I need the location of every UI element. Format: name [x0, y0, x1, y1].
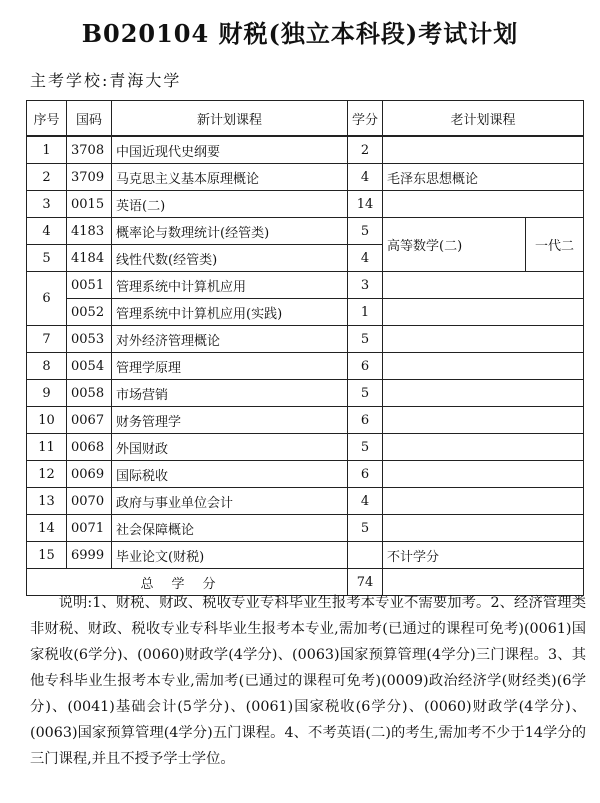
table-row: [27, 461, 584, 488]
row-code: 0067: [67, 407, 112, 434]
row-credits: 5: [348, 515, 383, 542]
table-row: [27, 136, 584, 164]
row-seq: 5: [27, 245, 67, 272]
header-old-course: 老计划课程: [383, 101, 584, 137]
row-old-course: [383, 136, 584, 164]
row-credits: 6: [348, 353, 383, 380]
row-code: 0070: [67, 488, 112, 515]
table-row: [27, 272, 584, 299]
row-code: 0051: [67, 272, 112, 299]
row-seq: 13: [27, 488, 67, 515]
row-old-course-level: 一代二: [526, 218, 584, 272]
row-course: 对外经济管理概论: [112, 326, 348, 353]
table-header-row: [27, 101, 584, 137]
row-code: 6999: [67, 542, 112, 569]
table-row: [27, 380, 584, 407]
row-code: 0052: [67, 299, 112, 326]
exam-school-label: 主考学校:: [30, 71, 110, 90]
row-old-course: [383, 380, 584, 407]
row-credits: 1: [348, 299, 383, 326]
row-old-course: [383, 488, 584, 515]
row-code: 3709: [67, 164, 112, 191]
row-course: 政府与事业单位会计: [112, 488, 348, 515]
row-credits: 6: [348, 407, 383, 434]
row-course: 中国近现代史纲要: [112, 136, 348, 164]
row-course: 线性代数(经管类): [112, 245, 348, 272]
row-code: 0053: [67, 326, 112, 353]
header-code: 国码: [67, 101, 112, 137]
row-old-course: [383, 326, 584, 353]
row-seq: 9: [27, 380, 67, 407]
row-course: 社会保障概论: [112, 515, 348, 542]
exam-school: [30, 68, 181, 91]
table-row: [27, 515, 584, 542]
table-row: [27, 218, 584, 245]
row-old-course: [383, 434, 584, 461]
row-credits: 5: [348, 326, 383, 353]
total-credits: 74: [348, 569, 383, 596]
row-credits: 5: [348, 380, 383, 407]
row-credits: 4: [348, 164, 383, 191]
row-code: 0058: [67, 380, 112, 407]
row-seq: 12: [27, 461, 67, 488]
table-row: [27, 326, 584, 353]
row-seq: 4: [27, 218, 67, 245]
row-old-course: [383, 191, 584, 218]
exam-school-name: 青海大学: [109, 71, 182, 90]
row-seq: 7: [27, 326, 67, 353]
row-course: 马克思主义基本原理概论: [112, 164, 348, 191]
exam-plan-table: [26, 100, 584, 596]
row-old-course: [383, 461, 584, 488]
table-row: [27, 434, 584, 461]
page-title: B020104 财税(独立本科段)考试计划: [81, 19, 519, 48]
row-code: 0068: [67, 434, 112, 461]
row-code: 3708: [67, 136, 112, 164]
row-course: 毕业论文(财税): [112, 542, 348, 569]
row-credits: [348, 542, 383, 569]
row-seq: 11: [27, 434, 67, 461]
row-code: 4184: [67, 245, 112, 272]
row-course: 英语(二): [112, 191, 348, 218]
row-old-course: 毛泽东思想概论: [383, 164, 584, 191]
row-course: 概率论与数理统计(经管类): [112, 218, 348, 245]
row-course: 财务管理学: [112, 407, 348, 434]
table-row: [27, 488, 584, 515]
table-row: [27, 542, 584, 569]
row-code: 0069: [67, 461, 112, 488]
row-code: 0015: [67, 191, 112, 218]
row-credits: 5: [348, 434, 383, 461]
row-old-course: [383, 299, 584, 326]
row-credits: 4: [348, 488, 383, 515]
row-code: 0054: [67, 353, 112, 380]
row-seq: 2: [27, 164, 67, 191]
table-row: [27, 407, 584, 434]
row-code: 0071: [67, 515, 112, 542]
row-course: 管理系统中计算机应用(实践): [112, 299, 348, 326]
row-course: 国际税收: [112, 461, 348, 488]
row-old-course: [383, 407, 584, 434]
row-code: 4183: [67, 218, 112, 245]
notes-paragraph: 说明:1、财税、财政、税收专业专科毕业生报考本专业不需要加考。2、经济管理类非财税、财政、税收专业专科毕业生报考本专业,需加考(已通过的课程可免考)(0061)国家税收(6学分)、(0060)财政学(4学分)、(0063)国家预算管理(4学分)三门课程。3、其他专科毕业生报考本专业,需加考(已通过的课程可免考)(0009)政治经济学(财经类)(6学分)、(0041)基础会计(5学分)、(0061)国家税收(6学分)、(0060)财政学(4学分)、(0063)国家预算管理(4学分)五门课程。4、不考英语(二)的考生,需加考不少于14学分的三门课程,并且不授予学士学位。: [30, 595, 586, 767]
table-row: [27, 299, 584, 326]
row-credits: 14: [348, 191, 383, 218]
total-label: 总学分: [27, 569, 348, 596]
row-credits: 5: [348, 218, 383, 245]
row-seq: 3: [27, 191, 67, 218]
row-seq: 14: [27, 515, 67, 542]
row-credits: 3: [348, 272, 383, 299]
row-course: 市场营销: [112, 380, 348, 407]
table-row: [27, 353, 584, 380]
row-course: 管理学原理: [112, 353, 348, 380]
header-seq: 序号: [27, 101, 67, 137]
row-old-course: [383, 515, 584, 542]
row-course: 外国财政: [112, 434, 348, 461]
row-credits: 2: [348, 136, 383, 164]
row-seq: 15: [27, 542, 67, 569]
header-credits: 学分: [348, 101, 383, 137]
row-old-course: 高等数学(二): [383, 218, 526, 272]
row-credits: 6: [348, 461, 383, 488]
table-row: [27, 164, 584, 191]
row-seq: 8: [27, 353, 67, 380]
row-old-course: [383, 353, 584, 380]
row-old-course: 不计学分: [383, 542, 584, 569]
row-seq: 1: [27, 136, 67, 164]
row-seq: 10: [27, 407, 67, 434]
row-seq: 6: [27, 272, 67, 326]
row-credits: 4: [348, 245, 383, 272]
table-row: [27, 191, 584, 218]
row-course: 管理系统中计算机应用: [112, 272, 348, 299]
row-old-course: [383, 272, 584, 299]
header-new-course: 新计划课程: [112, 101, 348, 137]
